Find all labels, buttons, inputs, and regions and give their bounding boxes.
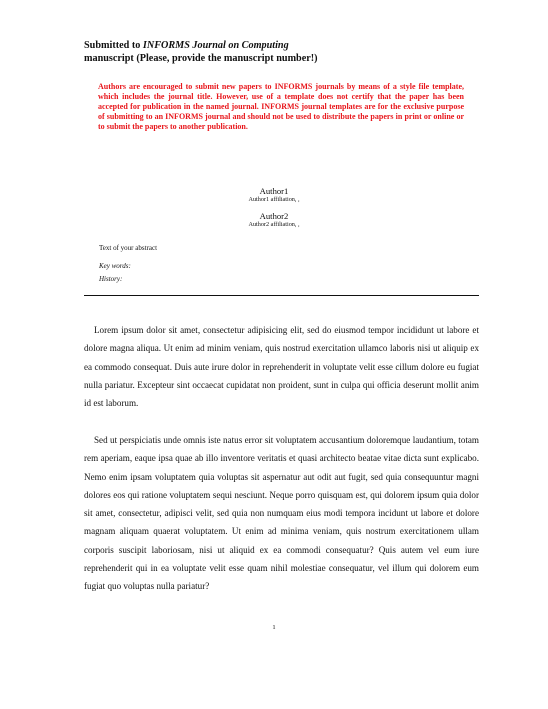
- manuscript-line: manuscript (Please, provide the manuscript number!): [84, 52, 318, 64]
- author-2: [0, 211, 548, 229]
- template-notice: Authors are encouraged to submit new papers to INFORMS journals by means of a style file template, which includes the journal title. However, use of a template does not certify that the paper has been accepted for publication in the named journal. INFORMS journal templates are for the exclusive purpose of submitting to an INFORMS journal and should not be used to distribute the papers in print or online or to submit the papers to another publication.: [98, 82, 464, 131]
- page-number: 1: [272, 624, 276, 631]
- history-label: History: [99, 275, 120, 283]
- submission-prefix: Submitted to: [84, 40, 143, 51]
- key-words-label: Key words: [99, 262, 129, 270]
- submission-line: [84, 40, 464, 53]
- author-1-affiliation: Author1 affiliation, ,: [248, 196, 300, 203]
- author-1-name: Author1: [259, 186, 289, 196]
- abstract-text: Text of your abstract: [99, 244, 158, 252]
- author-2-affiliation: Author2 affiliation, ,: [248, 221, 300, 228]
- journal-header: [84, 40, 464, 65]
- key-words-line: Key words:: [99, 262, 131, 270]
- author-1: [0, 186, 548, 204]
- author-2-name: Author2: [259, 211, 289, 221]
- abstract-rule: [84, 295, 479, 296]
- body-paragraph-1: Lorem ipsum dolor sit amet, consectetur adipisicing elit, sed do eiusmod tempor incididunt ut labore et dolore magna aliqua. Ut enim ad minim veniam, quis nostrud exercitation ullamco laboris nisi ut aliquip ex ea commodo consequat. Duis aute irure dolor in reprehenderit in voluptate velit esse cillum dolore eu fugiat nulla pariatur. Excepteur sint occaecat cupidatat non proident, sunt in culpa qui officia deserunt mollit anim id est laborum.: [84, 325, 479, 409]
- history-line: History:: [99, 275, 123, 283]
- body-paragraph-2: Sed ut perspiciatis unde omnis iste natus error sit voluptatem accusantium doloremque laudantium, totam rem aperiam, eaque ipsa quae ab illo inventore veritatis et quasi architecto beatae vitae dicta sunt explicabo. Nemo enim ipsam voluptatem quia voluptas sit aspernatur aut odit aut fugit, sed quia consequuntur magni dolores eos qui ratione voluptatem sequi nesciunt. Neque porro quisquam est, qui dolorem ipsum quia dolor sit amet, consectetur, adipisci velit, sed quia non numquam eius modi tempora incidunt ut labore et dolore magnam aliquam quaerat voluptatem. Ut enim ad minima veniam, quis nostrum exercitationem ullam corporis suscipit laboriosam, nisi ut aliquid ex ea commodi consequatur? Quis autem vel eum iure reprehenderit qui in ea voluptate velit esse quam nihil molestiae consequatur, vel illum qui dolorem eum fugiat quo voluptas nulla pariatur?: [84, 435, 479, 592]
- journal-name: INFORMS Journal on Computing: [142, 40, 289, 51]
